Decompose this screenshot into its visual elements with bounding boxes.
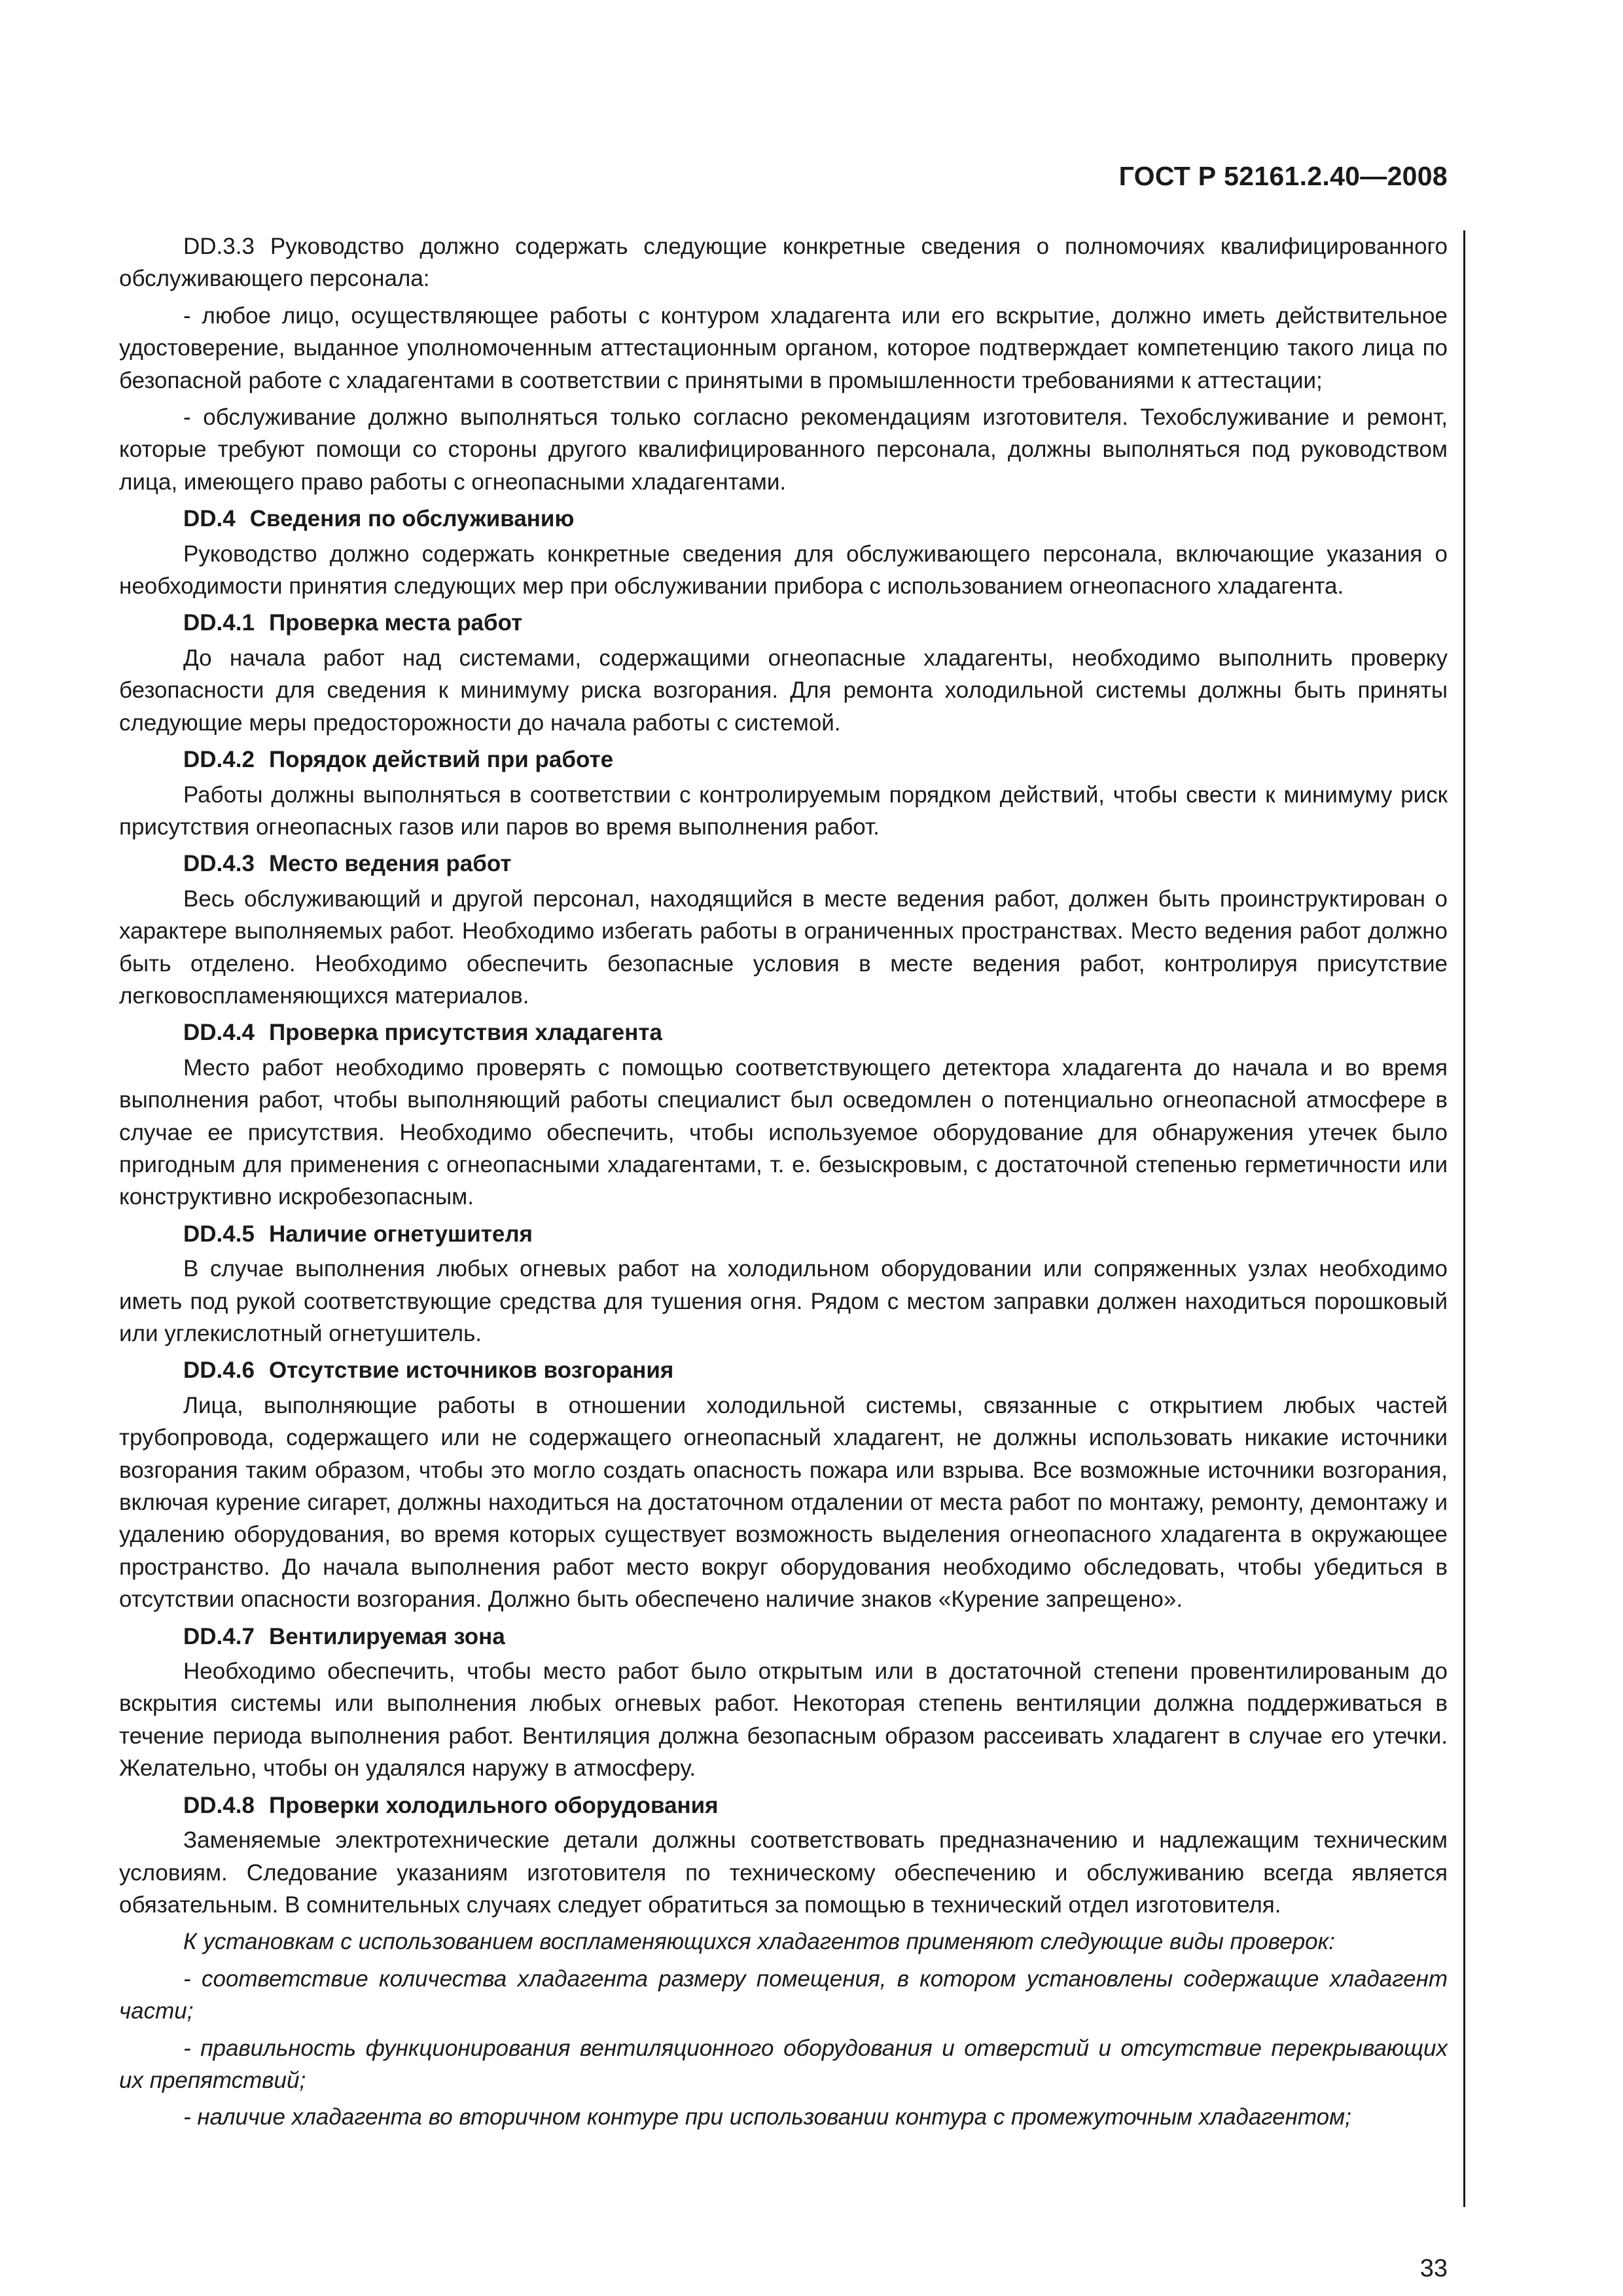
section-title: Сведения по обслуживанию	[249, 506, 575, 532]
section-title: Порядок действий при работе	[268, 747, 614, 773]
list-item: - обслуживание должно выполняться только согласно рекомендациям изготовителя. Техобслуживание и ремонт, которые требуют помощи со стороны другого квалифицированного персонала, должны выполняться под руководством лица, имеющего право работы с огнеопасными хладагентами.	[119, 404, 1448, 495]
section-number: DD.4.3	[183, 851, 255, 877]
section-title: Проверка присутствия хладагента	[268, 1020, 662, 1046]
paragraph: Необходимо обеспечить, чтобы место работ было открытым или в достаточной степени провентилированым до вскрытия системы или выполнения любых огневых работ. Некоторая степень вентиляции должна поддерживаться в течение периода выполнения работ. Вентиляция должна безопасным образом рассеивать хладагент в случае его утечки. Желательно, чтобы он удалялся наружу в атмосферу.	[119, 1659, 1448, 1782]
list-item: - любое лицо, осуществляющее работы с контуром хладагента или его вскрытие, должно иметь действительное удостоверение, выданное уполномоченным аттестационным органом, которое подтверждает компетенцию такого лица по безопасной работе с хладагентами в соответствии с принятыми в промышленности требованиями к аттестации;	[119, 302, 1448, 393]
paragraph: DD.3.3 Руководство должно содержать следующие конкретные сведения о полномочиях квалифицированного обслуживающего персонала:	[119, 234, 1448, 292]
paragraph: До начала работ над системами, содержащими огнеопасные хладагенты, необходимо выполнить проверку безопасности для сведения к минимуму риска возгорания. Для ремонта холодильной системы должны быть приняты следующие меры предосторожности до начала работы с системой.	[119, 645, 1448, 736]
section-title: Проверка места работ	[268, 610, 523, 636]
section-title: Вентилируемая зона	[268, 1623, 505, 1649]
section-number: DD.4.8	[183, 1792, 255, 1818]
section-number: DD.4.4	[183, 1020, 255, 1046]
section-heading	[119, 1218, 1448, 1250]
italic-list-item: - правильность функционирования вентиляционного оборудования и отверстий и отсутствие перекрывающих их препятствий;	[119, 2035, 1448, 2093]
section-number: DD.4.2	[183, 747, 255, 773]
revision-bar	[1463, 230, 1465, 2207]
section-heading	[119, 1016, 1448, 1049]
paragraph: Лица, выполняющие работы в отношении холодильной системы, связанные с открытием любых частей трубопровода, содержащего или не содержащего огнеопасный хладагент, не должны использовать никакие источники возгорания таким образом, чтобы это могло создать опасность пожара или взрыва. Все возможные источники возгорания, включая курение сигарет, должны находиться на достаточном отдалении от места работ по монтажу, ремонту, демонтажу и удалению оборудования, во время которых существует возможность выделения огнеопасного хладагента в окружающее пространство. До начала выполнения работ место вокруг оборудования необходимо обследовать, чтобы убедиться в отсутствии опасности возгорания. Должно быть обеспечено наличие знаков «Курение запрещено».	[119, 1392, 1448, 1613]
section-number: DD.4.5	[183, 1221, 255, 1247]
paragraph: Работы должны выполняться в соответствии с контролируемым порядком действий, чтобы свести к минимуму риск присутствия огнеопасных газов или паров во время выполнения работ.	[119, 781, 1448, 840]
section-heading	[119, 848, 1448, 880]
section-title: Наличие огнетушителя	[268, 1221, 533, 1247]
section-title: Отсутствие источников возгорания	[268, 1357, 674, 1384]
section-number: DD.4.7	[183, 1623, 255, 1649]
document-header: ГОСТ Р 52161.2.40—2008	[1118, 161, 1448, 191]
italic-list-item: - наличие хладагента во вторичном контуре при использовании контура с промежуточным хладагентом;	[183, 2104, 1351, 2130]
section-number: DD.4.6	[183, 1357, 255, 1384]
paragraph: Руководство должно содержать конкретные сведения для обслуживающего персонала, включающие указания о необходимости принятия следующих мер при обслуживании прибора с использованием огнеопасного хладагента.	[119, 541, 1448, 600]
paragraph: Заменяемые электротехнические детали должны соответствовать предназначению и надлежащим техническим условиям. Следование указаниям изготовителя по техническому обеспечению и обслуживанию всегда является обязательным. В сомнительных случаях следует обратиться за помощью в технический отдел изготовителя.	[119, 1827, 1448, 1918]
section-number: DD.4	[183, 506, 236, 532]
section-heading	[119, 744, 1448, 776]
italic-list-item: - соответствие количества хладагента размеру помещения, в котором установлены содержащие хладагент части;	[119, 1965, 1448, 2024]
section-title: Место ведения работ	[268, 851, 512, 877]
italic-paragraph: К установкам с использованием воспламеняющихся хладагентов применяют следующие виды проверок:	[183, 1929, 1335, 1955]
section-heading	[119, 1621, 1448, 1653]
paragraph: Место работ необходимо проверять с помощью соответствующего детектора хладагента до начала и во время выполнения работ, чтобы выполняющий работы специалист был осведомлен о потенциально огнеопасной атмосфере в случае ее присутствия. Необходимо обеспечить, чтобы используемое оборудование для обнаружения утечек было пригодным для применения с огнеопасными хладагентами, т. е. безыскровым, с достаточной степенью герметичности или конструктивно искробезопасным.	[119, 1054, 1448, 1210]
section-heading	[119, 1789, 1448, 1821]
paragraph: Весь обслуживающий и другой персонал, находящийся в месте ведения работ, должен быть проинструктирован о характере выполняемых работ. Необходимо избегать работы в ограниченных пространствах. Место ведения работ должно быть отделено. Необходимо обеспечить безопасные условия в месте ведения работ, контролируя присутствие легковоспламеняющихся материалов.	[119, 886, 1448, 1009]
page-number: 33	[1419, 2255, 1448, 2282]
paragraph: В случае выполнения любых огневых работ на холодильном оборудовании или сопряженных узлах необходимо иметь под рукой соответствующие средства для тушения огня. Рядом с местом заправки должен находиться порошковый или углекислотный огнетушитель.	[119, 1256, 1448, 1346]
section-heading	[119, 503, 1448, 535]
section-heading	[119, 1354, 1448, 1386]
section-title: Проверки холодильного оборудования	[268, 1792, 719, 1818]
section-heading	[119, 607, 1448, 639]
page-body	[119, 230, 1448, 2138]
section-number: DD.4.1	[183, 610, 255, 636]
